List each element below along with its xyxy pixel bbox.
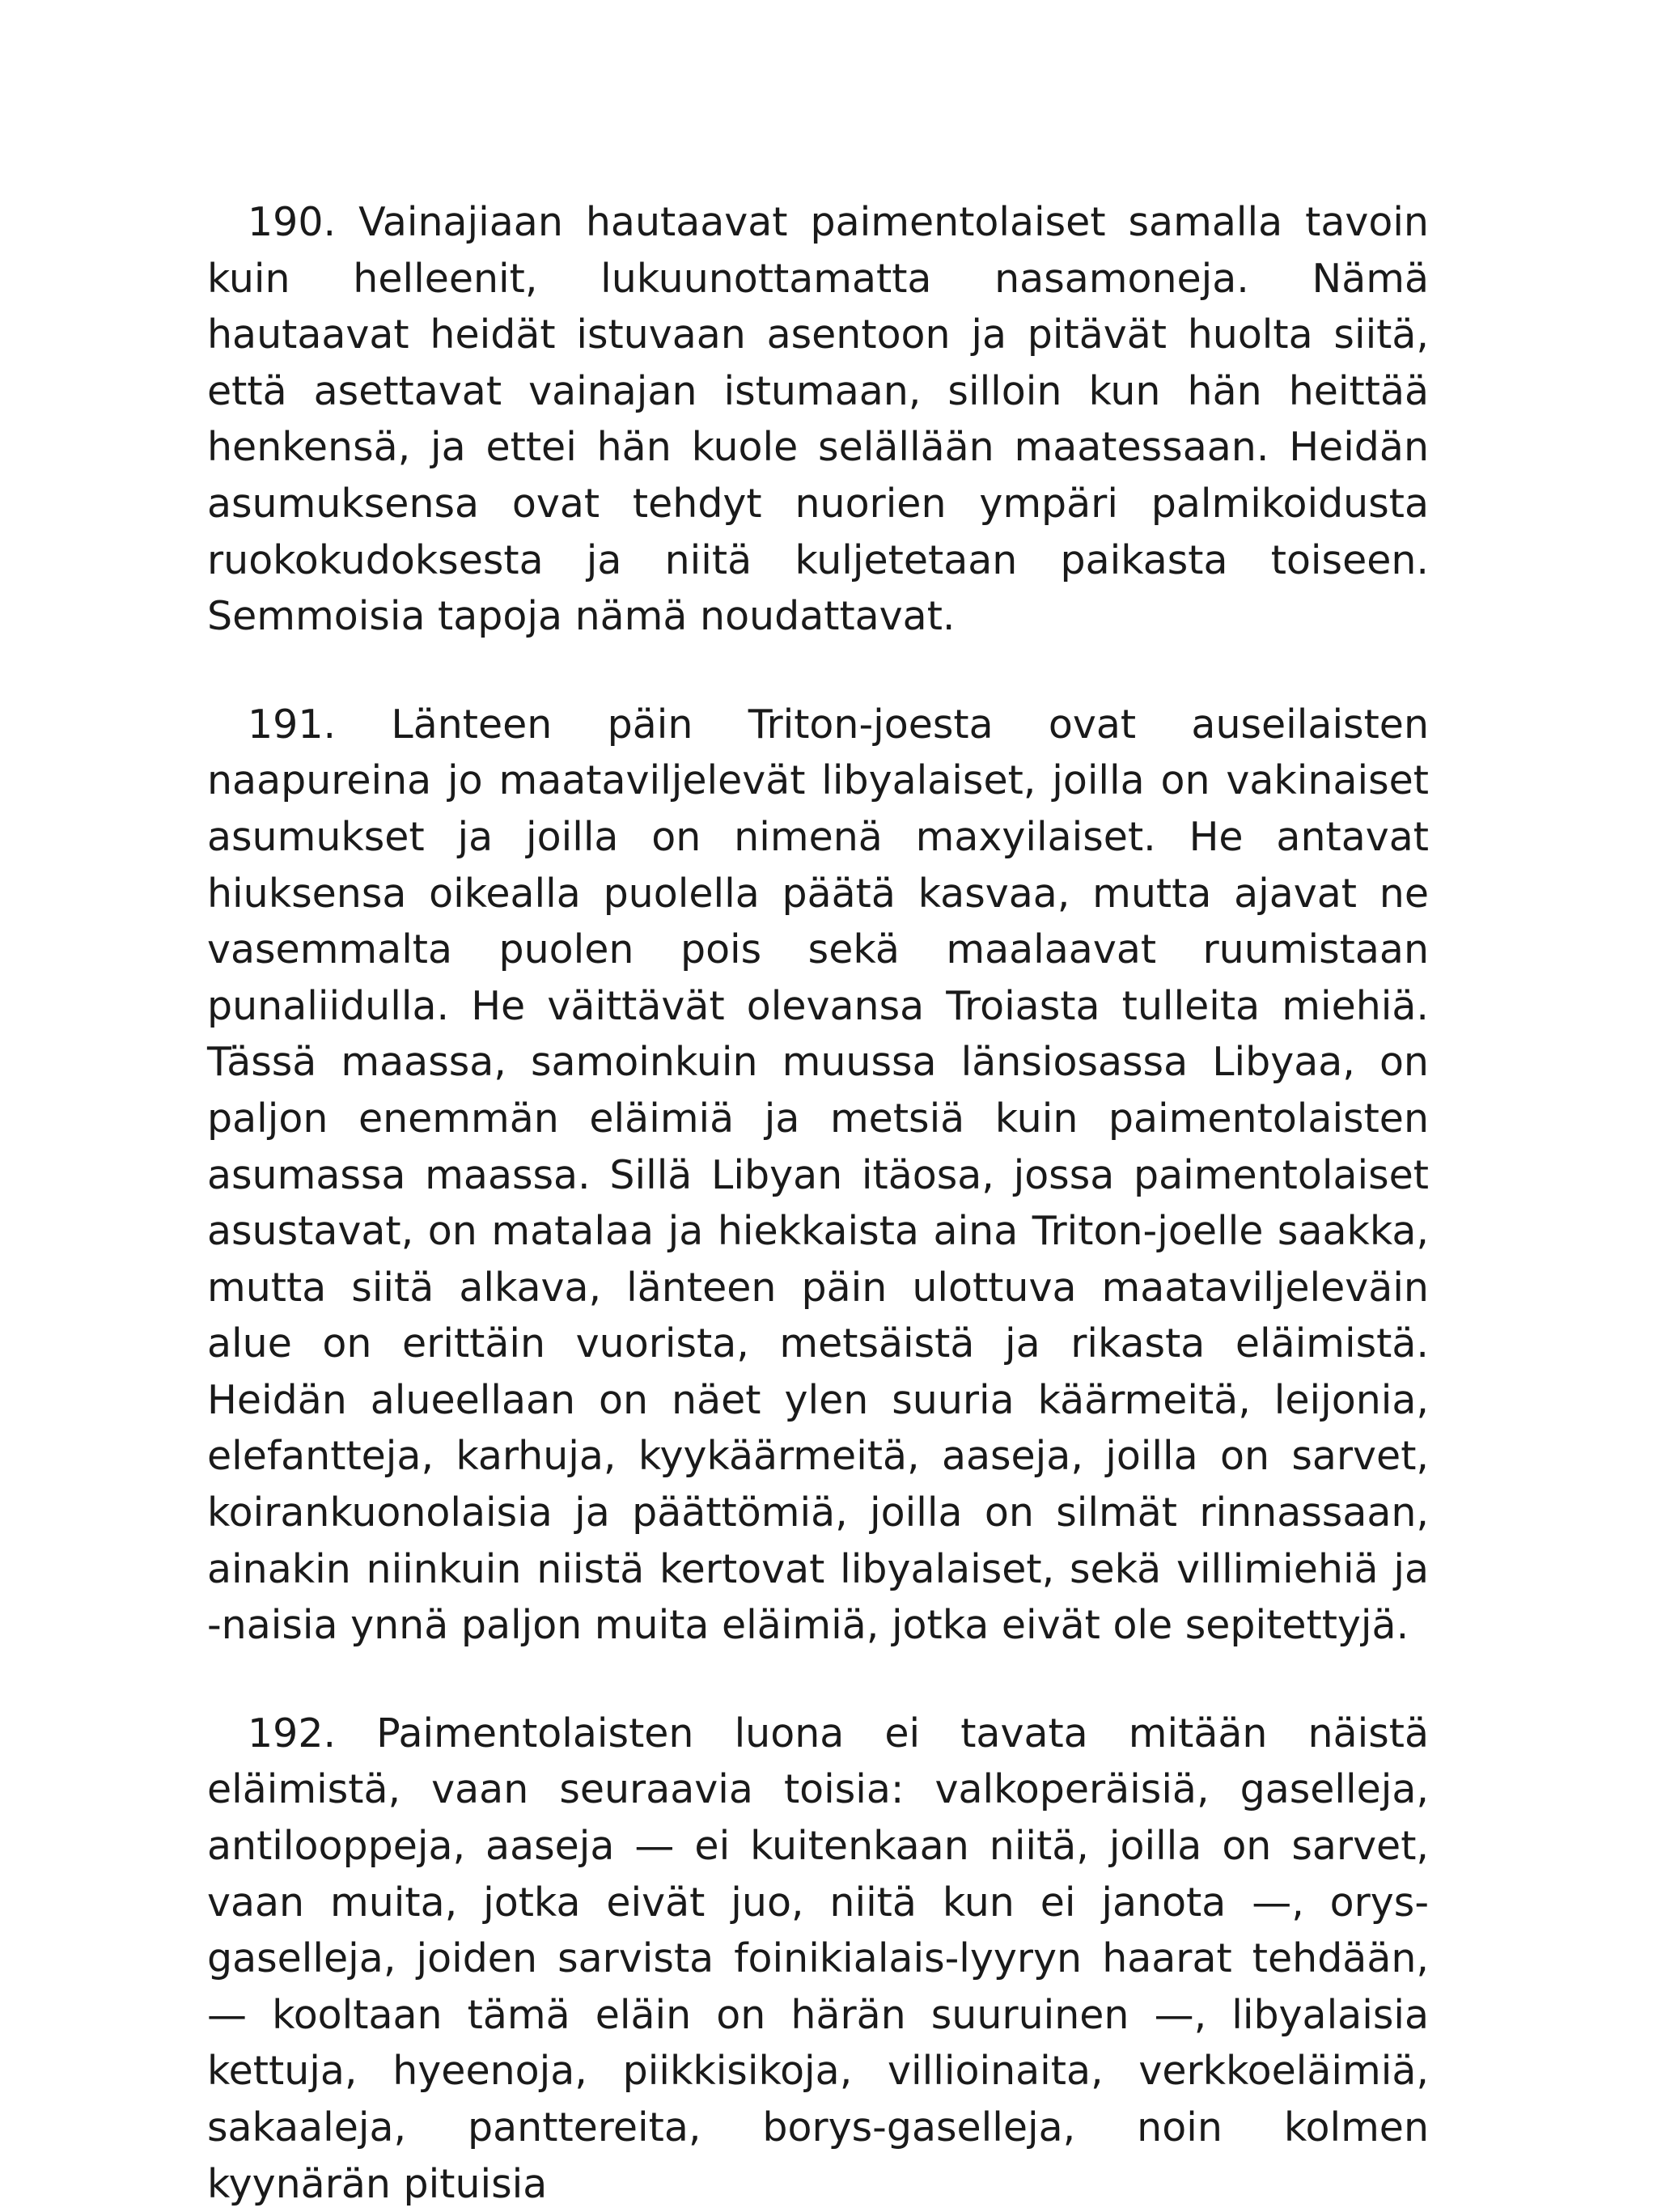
paragraph-191: 191. Länteen päin Triton-joesta ovat auseilaisten naapureina jo maataviljelevät libyalaiset, joilla on vakinaiset asumukset ja joilla on nimenä maxyilaiset. He antavat hiuksensa oikealla puolella päätä kasvaa, mutta ajavat ne vasemmalta puolen pois sekä maalaavat ruumistaan punaliidulla. He väittävät olevansa Troiasta tulleita miehiä. Tässä maassa, samoinkuin muussa länsiosassa Libyaa, on paljon enemmän eläimiä ja metsiä kuin paimentolaisten asumassa maassa. Sillä Libyan itäosa, jossa paimentolaiset asustavat, on matalaa ja hiekkaista aina Triton-joelle saakka, mutta siitä alkava, länteen päin ulottuva maataviljeleväin alue on erittäin vuorista, metsäistä ja rikasta eläimistä. Heidän alueellaan on näet ylen suuria käärmeitä, leijonia, elefantteja, karhuja, kyykäärmeitä, aaseja, joilla on sarvet, koirankuonolaisia ja päättömiä, joilla on silmät rinnassaan, ainakin niinkuin niistä kertovat libyalaiset, sekä villimiehiä ja -naisia ynnä paljon muita eläimiä, jotka eivät ole sepitettyjä.: [207, 701, 1429, 1649]
paragraph-190: 190. Vainajiaan hautaavat paimentolaiset samalla tavoin kuin helleenit, lukuunottamatta nasamoneja. Nämä hautaavat heidät istuvaan asentoon ja pitävät huolta siitä, että asettavat vainajan istumaan, silloin kun hän heittää henkensä, ja ettei hän kuole selällään maatessaan. Heidän asumuksensa ovat tehdyt nuorien ympäri palmikoidusta ruokokudoksesta ja niitä kuljetetaan paikasta toiseen. Semmoisia tapoja nämä noudattavat.: [207, 199, 1429, 640]
document-page: [207, 194, 1429, 2212]
paragraph-192: 192. Paimentolaisten luona ei tavata mitään näistä eläimistä, vaan seuraavia toisia: valkoperäisiä, gaselleja, antilooppeja, aaseja — ei kuitenkaan niitä, joilla on sarvet, vaan muita, jotka eivät juo, niitä kun ei janota —, orys-gaselleja, joiden sarvista foinikialais-lyyryn haarat tehdään, — kooltaan tämä eläin on härän suuruinen —, libyalaisia kettuja, hyeenoja, piikkisikoja, villioinaita, verkkoeläimiä, sakaaleja, panttereita, borys-gaselleja, noin kolmen kyynärän pituisia: [207, 1710, 1429, 2207]
